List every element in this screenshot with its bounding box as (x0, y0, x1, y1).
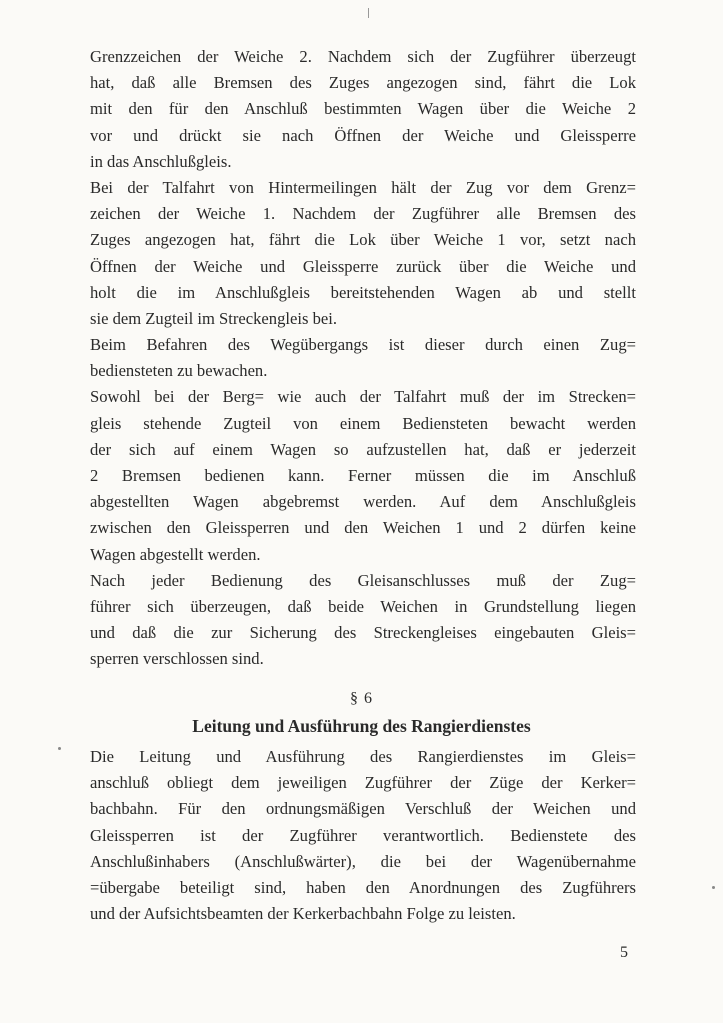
text-line: der sich auf einem Wagen so aufzustellen hat, daß er jederzeit (90, 439, 636, 459)
text-line: vor und drückt sie nach Öffnen der Weiche und Gleissperre (90, 125, 636, 145)
text-line: gleis stehende Zugteil von einem Bediensteten bewacht werden (90, 413, 636, 433)
page-number: 5 (620, 944, 628, 961)
text-line: hat, daß alle Bremsen des Zuges angezogen sind, fährt die Lok (90, 73, 636, 93)
text-line: Wagen abgestellt werden. (90, 544, 261, 564)
text-line: mit den für den Anschluß bestimmten Wagen über die Weiche 2 (90, 99, 636, 119)
text-line: bediensteten zu bewachen. (90, 361, 268, 381)
text-line: =übergabe beteiligt sind, haben den Anordnungen des Zugführers (90, 877, 636, 897)
text-line: 2 Bremsen bedienen kann. Ferner müssen die im Anschluß (90, 466, 636, 485)
text-line: anschluß obliegt dem jeweiligen Zugführer der Züge der Kerker= (90, 773, 636, 793)
body-text-top (90, 44, 636, 673)
text-line: bachbahn. Für den ordnungsmäßigen Verschluß der Weichen und (90, 799, 636, 819)
text-line: sperren verschlossen sind. (90, 649, 264, 669)
text-line: Bei der Talfahrt von Hintermeilingen hält der Zug vor dem Grenz= (90, 177, 636, 197)
text-line: Nach jeder Bedienung des Gleisanschlusses muß der Zug= (90, 570, 636, 590)
body-text-bottom (90, 744, 636, 927)
scan-speck (712, 886, 715, 889)
scan-mark (368, 8, 369, 18)
text-line: Sowohl bei der Berg= wie auch der Talfahrt muß der im Strecken= (90, 387, 636, 407)
text-line: Die Leitung und Ausführung des Rangierdienstes im Gleis= (90, 747, 636, 766)
section-number: § 6 (350, 690, 373, 707)
text-line: sie dem Zugteil im Streckengleis bei. (90, 308, 338, 328)
text-line: Grenzzeichen der Weiche 2. Nachdem sich der Zugführer überzeugt (90, 47, 636, 66)
text-line: und der Aufsichtsbeamten der Kerkerbachbahn Folge zu leisten. (90, 904, 516, 924)
text-line: Gleissperren ist der Zugführer verantwortlich. Bedienstete des (90, 825, 636, 845)
scan-speck (58, 747, 61, 750)
text-line: holt die im Anschlußgleis bereitstehenden Wagen ab und stellt (90, 282, 636, 302)
text-line: Beim Befahren des Wegübergangs ist dieser durch einen Zug= (90, 335, 636, 355)
text-line: führer sich überzeugen, daß beide Weichen in Grundstellung liegen (90, 596, 636, 616)
text-line: Öffnen der Weiche und Gleissperre zurück über die Weiche und (90, 256, 636, 276)
text-line: zeichen der Weiche 1. Nachdem der Zugführer alle Bremsen des (90, 204, 636, 224)
text-line: zwischen den Gleissperren und den Weichen 1 und 2 dürfen keine (90, 518, 636, 538)
text-line: in das Anschlußgleis. (90, 151, 232, 171)
section-heading: Leitung und Ausführung des Rangierdienstes (192, 716, 531, 736)
text-line: Zuges angezogen hat, fährt die Lok über Weiche 1 vor, setzt nach (90, 230, 636, 250)
text-line: und daß die zur Sicherung des Streckengleises eingebauten Gleis= (90, 623, 636, 643)
text-line: abgestellten Wagen abgebremst werden. Auf dem Anschlußgleis (90, 492, 636, 512)
text-line: Anschlußinhabers (Anschlußwärter), die bei der Wagenübernahme (90, 851, 636, 871)
